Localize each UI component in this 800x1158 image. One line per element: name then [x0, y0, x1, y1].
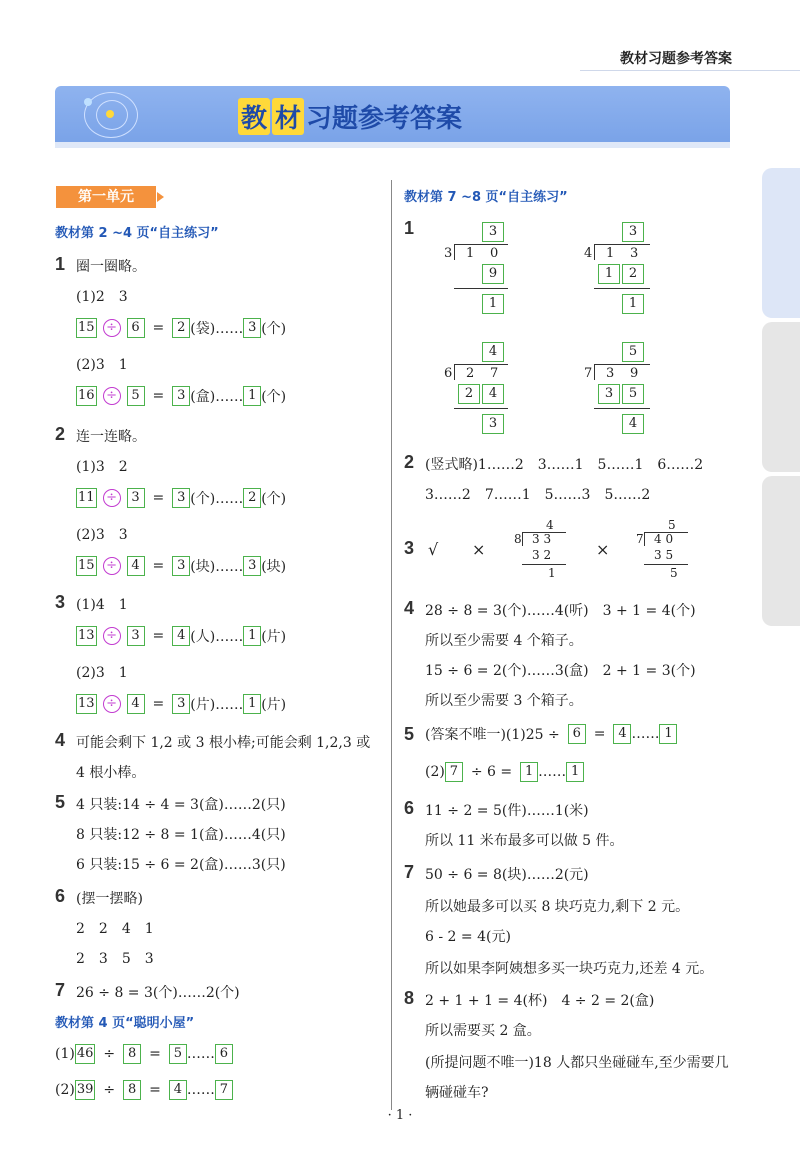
bracket — [644, 532, 645, 546]
product-box: 1 — [598, 264, 620, 284]
quotient-box: 5 — [622, 342, 644, 362]
page-number: · 1 · — [387, 1108, 413, 1123]
q1-a: (1)2 3 — [76, 289, 128, 305]
mini-product: 3 2 — [532, 548, 552, 562]
bracket — [454, 244, 508, 245]
q2-a-equation: 11 ÷ 3 = 3 (个)…… 2 (个) — [78, 490, 287, 507]
dividend-digit: 2 — [466, 366, 475, 381]
q5-line-2: 8 只装:12 ÷ 8 = 1(盒)……4(只) — [76, 827, 286, 843]
r-q8-line-1: 2 + 1 + 1 = 4(杯) 4 ÷ 2 = 2(盒) — [425, 993, 655, 1009]
product-box: 3 — [598, 384, 620, 404]
q4-line-1: 可能会剩下 1,2 或 3 根小棒;可能会剩 1,2,3 或 — [76, 735, 371, 751]
question-number: 2 — [404, 452, 415, 472]
bracket — [454, 364, 508, 365]
q2-title: 连一连略。 — [76, 429, 146, 445]
dividend-digit: 0 — [490, 246, 499, 261]
question-number: 1 — [404, 218, 415, 238]
mini-divisor: 7 — [636, 532, 644, 546]
q3-b: (2)3 1 — [76, 665, 128, 681]
q1-b-equation: 16 ÷ 5 = 3 (盒)…… 1 (个) — [78, 388, 287, 405]
divisor: 3 — [444, 246, 453, 261]
r-q4-line-2: 所以至少需要 4 个箱子。 — [425, 633, 583, 649]
star-icon — [106, 110, 114, 118]
product-box: 2 — [458, 384, 480, 404]
banner-rest: 习题参考答案 — [306, 103, 463, 134]
dividend-digit: 9 — [630, 366, 639, 381]
question-number: 7 — [55, 980, 66, 1000]
r-q8-line-2: 所以需要买 2 盒。 — [425, 1023, 541, 1039]
unit-badge-arrow-icon — [157, 192, 164, 202]
q1-a-equation: 15 ÷ 6 = 2 (袋)…… 3 (个) — [78, 320, 287, 337]
r-q6-line-1: 11 ÷ 2 = 5(件)……1(米) — [425, 803, 589, 819]
side-tab — [762, 168, 800, 318]
r-q8-line-3: (所提问题不唯一)18 人都只坐碰碰车,至少需要几 — [425, 1055, 729, 1071]
q1-b: (2)3 1 — [76, 357, 128, 373]
r-q2-line-1: (竖式略)1……2 3……1 5……1 6……2 — [425, 457, 704, 473]
page-header-title: 教材习题参考答案 — [620, 51, 732, 67]
mini-dividend: 4 0 — [654, 532, 674, 546]
product-box: 5 — [622, 384, 644, 404]
q3-b-equation: 13 ÷ 4 = 3 (片)…… 1 (片) — [78, 696, 287, 713]
product-box: 4 — [482, 384, 504, 404]
q5-line-1: 4 只装:14 ÷ 4 = 3(盒)……2(只) — [76, 797, 286, 813]
product-box: 2 — [622, 264, 644, 284]
banner-strip — [55, 142, 730, 148]
column-divider — [391, 180, 392, 1110]
question-number: 4 — [404, 598, 415, 618]
r-q7-line-1: 50 ÷ 6 = 8(块)……2(元) — [425, 867, 589, 883]
question-number: 1 — [55, 254, 66, 274]
question-number: 3 — [55, 592, 66, 612]
question-number: 4 — [55, 730, 66, 750]
q2-b-equation: 15 ÷ 4 = 3 (块)…… 3 (块) — [78, 558, 287, 575]
q6-line-1: 2 2 4 1 — [76, 921, 154, 937]
bracket — [522, 532, 523, 546]
mini-remainder: 5 — [670, 566, 678, 580]
r-q7-line-3: 6 - 2 = 4(元) — [425, 929, 511, 945]
bracket — [594, 244, 650, 245]
r-q4-line-1: 28 ÷ 8 = 3(个)……4(听) 3 + 1 = 4(个) — [425, 603, 696, 619]
q3-a-equation: 13 ÷ 3 = 4 (人)…… 1 (片) — [78, 628, 287, 645]
question-number: 7 — [404, 862, 415, 882]
mini-quotient: 5 — [668, 518, 676, 532]
question-number: 5 — [55, 792, 66, 812]
quotient-box: 3 — [482, 222, 504, 242]
side-tab — [762, 322, 800, 472]
remainder-box: 1 — [622, 294, 644, 314]
subtract-line — [454, 288, 508, 289]
planet-icon — [84, 98, 92, 106]
section-heading: 教材第 4 页“聪明小屋” — [55, 1016, 195, 1031]
r-q5-line-1: (答案不唯一)(1)25 ÷ 6 = 4 …… 1 — [425, 724, 677, 744]
quotient-box: 3 — [622, 222, 644, 242]
question-number: 8 — [404, 988, 415, 1008]
q6-line-2: 2 3 5 3 — [76, 951, 154, 967]
subtract-line — [594, 288, 650, 289]
bracket — [594, 244, 595, 260]
divisor: 4 — [584, 246, 593, 261]
remainder-box: 3 — [482, 414, 504, 434]
bracket — [594, 364, 595, 380]
r-q7-line-4: 所以如果李阿姨想多买一块巧克力,还差 4 元。 — [425, 961, 714, 977]
mini-quotient: 4 — [546, 518, 554, 532]
subtract-line — [522, 564, 566, 565]
divisor: 6 — [444, 366, 453, 381]
r-q2-line-2: 3……2 7……1 5……3 5……2 — [425, 487, 651, 503]
cross-mark: × — [596, 540, 610, 559]
question-number: 5 — [404, 724, 415, 744]
q2-b: (2)3 3 — [76, 527, 128, 543]
section-heading: 教材第 2 ~4 页“自主练习” — [55, 226, 219, 241]
q5-line-3: 6 只装:15 ÷ 6 = 2(盒)……3(只) — [76, 857, 286, 873]
remainder-box: 1 — [482, 294, 504, 314]
q3-a: (1)4 1 — [76, 597, 128, 613]
question-number: 3 — [404, 538, 415, 558]
product-box: 9 — [482, 264, 504, 284]
question-number: 6 — [404, 798, 415, 818]
divisor: 7 — [584, 366, 593, 381]
dividend-digit: 1 — [606, 246, 615, 261]
check-mark: √ — [428, 540, 439, 559]
unit-badge: 第一单元 — [56, 186, 156, 208]
bracket — [454, 244, 455, 260]
r-q8-line-4: 辆碰碰车? — [425, 1085, 489, 1101]
dividend-digit: 3 — [606, 366, 615, 381]
mini-remainder: 1 — [548, 566, 556, 580]
smart-line-1: (1) 46 ÷ 8 = 5 …… 6 — [55, 1044, 233, 1064]
question-number: 2 — [55, 424, 66, 444]
header-rule — [580, 70, 800, 71]
banner-highlight-1: 教 — [238, 98, 270, 135]
cross-mark: × — [472, 540, 486, 559]
question-number: 6 — [55, 886, 66, 906]
bracket — [594, 364, 650, 365]
subtract-line — [644, 564, 688, 565]
r-q5-line-2: (2) 7 ÷ 6 = 1 …… 1 — [425, 762, 584, 782]
quotient-box: 4 — [482, 342, 504, 362]
bracket — [454, 364, 455, 380]
r-q7-line-2: 所以她最多可以买 8 块巧克力,剩下 2 元。 — [425, 899, 690, 915]
q2-a: (1)3 2 — [76, 459, 128, 475]
mini-dividend: 3 3 — [532, 532, 552, 546]
banner-title — [238, 96, 462, 136]
side-tab — [762, 476, 800, 626]
r-q4-line-4: 所以至少需要 3 个箱子。 — [425, 693, 583, 709]
section-heading: 教材第 7 ~8 页“自主练习” — [404, 190, 568, 205]
dividend-digit: 1 — [466, 246, 475, 261]
mini-divisor: 8 — [514, 532, 522, 546]
smart-line-2: (2) 39 ÷ 8 = 4 …… 7 — [55, 1080, 233, 1100]
dividend-digit: 7 — [490, 366, 499, 381]
q6-title: (摆一摆略) — [76, 891, 143, 907]
remainder-box: 4 — [622, 414, 644, 434]
banner-highlight-2: 材 — [272, 98, 304, 135]
r-q6-line-2: 所以 11 米布最多可以做 5 件。 — [425, 833, 624, 849]
r-q4-line-3: 15 ÷ 6 = 2(个)……3(盒) 2 + 1 = 3(个) — [425, 663, 696, 679]
mini-product: 3 5 — [654, 548, 674, 562]
subtract-line — [594, 408, 650, 409]
q1-title: 圈一圈略。 — [76, 259, 146, 275]
q7-line: 26 ÷ 8 = 3(个)……2(个) — [76, 985, 240, 1001]
q4-line-2: 4 根小棒。 — [76, 765, 146, 781]
dividend-digit: 3 — [630, 246, 639, 261]
subtract-line — [454, 408, 508, 409]
